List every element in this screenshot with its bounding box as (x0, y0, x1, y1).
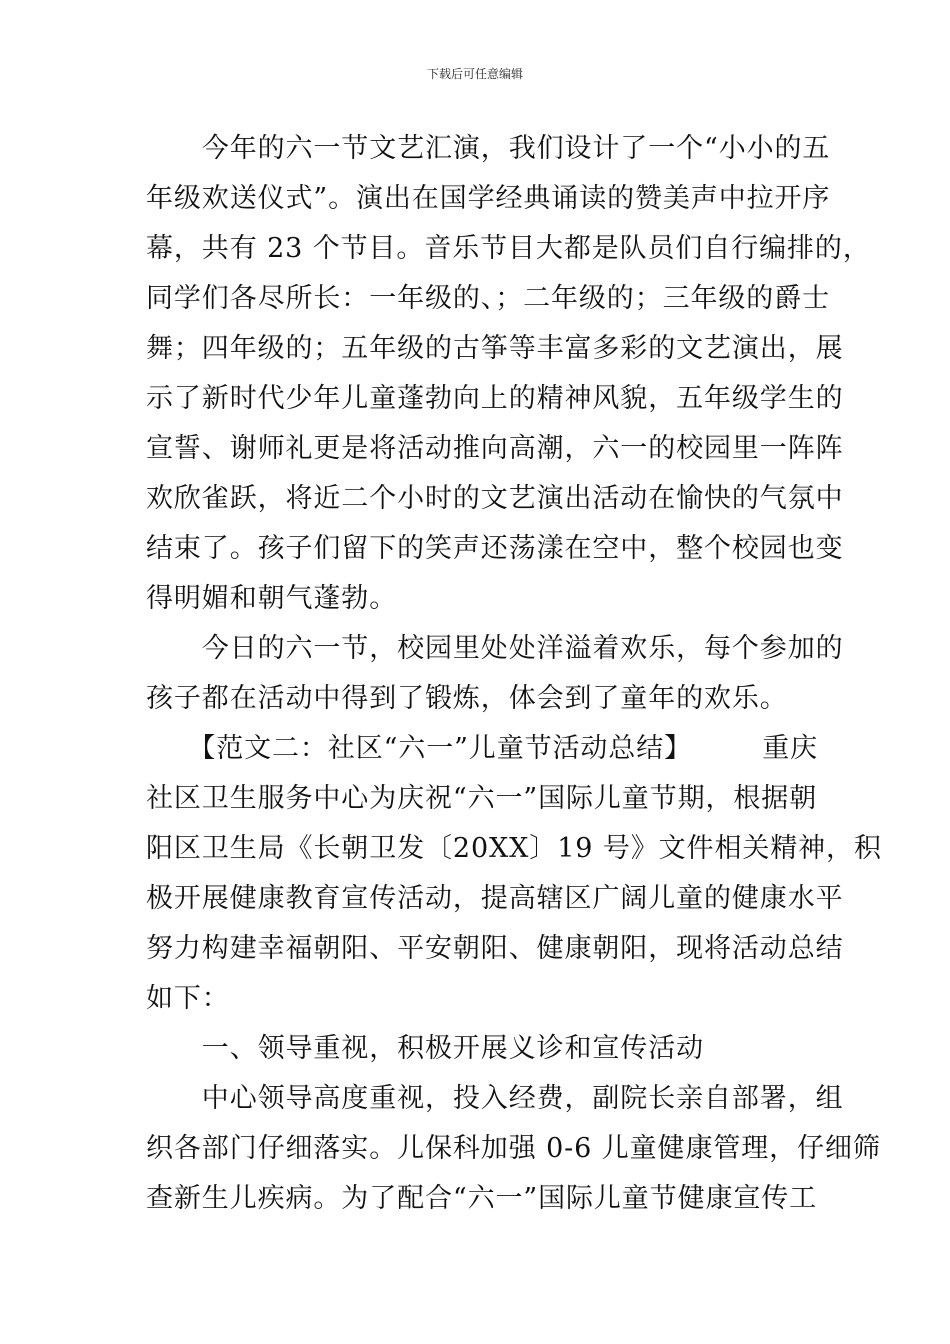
text-line: 织各部门仔细落实。儿保科加强 0-6 儿童健康管理，仔细筛 (146, 1133, 881, 1164)
text-line: 同学们各尽所长：一年级的、；二年级的；三年级的爵士 (146, 283, 830, 314)
text-line: 孩子都在活动中得到了锻炼，体会到了童年的欢乐。 (146, 683, 788, 714)
text-line: 舞；四年级的；五年级的古筝等丰富多彩的文艺演出，展 (146, 333, 844, 364)
text-line: 极开展健康教育宣传活动，提高辖区广阔儿童的健康水平 (146, 883, 844, 914)
text-line: 【范文二：社区“六一”儿童节活动总结】 重庆 (146, 733, 819, 764)
text-line: 社区卫生服务中心为庆祝“六一”国际儿童节期，根据朝 (146, 783, 818, 814)
text-line: 努力构建幸福朝阳、平安朝阳、健康朝阳，现将活动总结 (146, 933, 844, 964)
text-line: 结束了。孩子们留下的笑声还荡漾在空中，整个校园也变 (146, 533, 844, 564)
text-line: 示了新时代少年儿童蓬勃向上的精神风貌，五年级学生的 (146, 383, 844, 414)
text-line: 今日的六一节，校园里处处洋溢着欢乐，每个参加的 (146, 633, 844, 664)
text-line: 如下： (146, 983, 230, 1014)
text-line: 今年的六一节文艺汇演，我们设计了一个“小小的五 (146, 133, 831, 164)
text-line: 幕，共有 23 个节目。音乐节目大都是队员们自行编排的， (146, 233, 871, 264)
text-line: 年级欢送仪式”。演出在国学经典诵读的赞美声中拉开序 (146, 183, 831, 214)
text-line: 欢欣雀跃，将近二个小时的文艺演出活动在愉快的气氛中 (146, 483, 844, 514)
text-line: 查新生儿疾病。为了配合“六一”国际儿童节健康宣传工 (146, 1183, 818, 1214)
section-heading: 一、领导重视，积极开展义诊和宣传活动 (146, 1033, 704, 1064)
text-line: 中心领导高度重视，投入经费，副院长亲自部署，组 (146, 1083, 844, 1114)
text-line: 宣誓、谢师礼更是将活动推向高潮，六一的校园里一阵阵 (146, 433, 844, 464)
text-line: 得明媚和朝气蓬勃。 (146, 583, 398, 614)
page-header-note: 下载后可任意编辑 (426, 67, 523, 81)
text-line: 阳区卫生局《长朝卫发〔20XX〕19 号》文件相关精神，积 (146, 833, 882, 864)
